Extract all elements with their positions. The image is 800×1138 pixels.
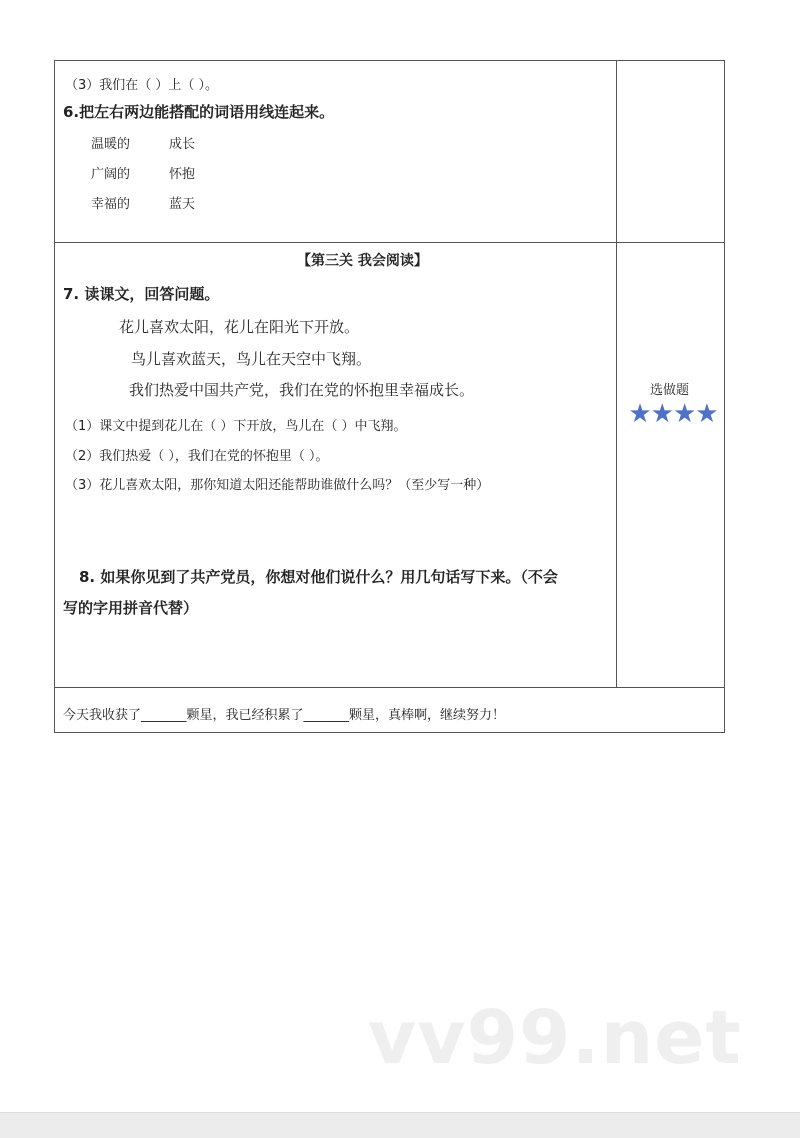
bottom-scrollbar-area bbox=[0, 1112, 800, 1138]
q6-right-2: 怀抱 bbox=[169, 167, 196, 182]
q7-question-1: （1）课文中提到花儿在（ ）下开放，鸟儿在（ ）中飞翔。 bbox=[65, 419, 407, 434]
worksheet-table bbox=[54, 60, 725, 733]
q7-title: 7. 读课文，回答问题。 bbox=[63, 285, 220, 303]
passage-line-2: 鸟儿喜欢蓝天，鸟儿在天空中飞翔。 bbox=[131, 350, 372, 368]
q6-right-1: 成长 bbox=[169, 137, 196, 152]
optional-label: 选做题 bbox=[650, 383, 690, 398]
column-divider bbox=[616, 61, 617, 687]
q8-line-2: 写的字用拼音代替） bbox=[63, 599, 199, 617]
q5-item3: （3）我们在（ ）上（ ）。 bbox=[65, 78, 219, 93]
row-divider-1 bbox=[55, 242, 724, 243]
q7-question-3: （3）花儿喜欢太阳，那你知道太阳还能帮助谁做什么吗？（至少写一种） bbox=[65, 478, 490, 493]
footer-summary: 今天我收获了_______颗星，我已经积累了_______颗星，真棒啊，继续努力！ bbox=[63, 708, 506, 723]
star-rating-icon: ★★★★ bbox=[628, 399, 718, 429]
row-divider-2 bbox=[55, 687, 724, 688]
q6-right-3: 蓝天 bbox=[169, 197, 196, 212]
q8-line-1: 8. 如果你见到了共产党员，你想对他们说什么？用几句话写下来。（不会 bbox=[79, 568, 558, 586]
passage-line-1: 花儿喜欢太阳，花儿在阳光下开放。 bbox=[119, 318, 360, 336]
level3-heading: 【第三关 我会阅读】 bbox=[297, 253, 428, 269]
q6-title: 6.把左右两边能搭配的词语用线连起来。 bbox=[63, 103, 335, 121]
q6-left-3: 幸福的 bbox=[91, 197, 131, 212]
watermark: vv99.net bbox=[368, 995, 742, 1081]
q6-left-1: 温暖的 bbox=[91, 137, 131, 152]
q6-left-2: 广阔的 bbox=[91, 167, 131, 182]
q7-question-2: （2）我们热爱（ ），我们在党的怀抱里（ ）。 bbox=[65, 449, 329, 464]
passage-line-3: 我们热爱中国共产党，我们在党的怀抱里幸福成长。 bbox=[129, 381, 475, 399]
